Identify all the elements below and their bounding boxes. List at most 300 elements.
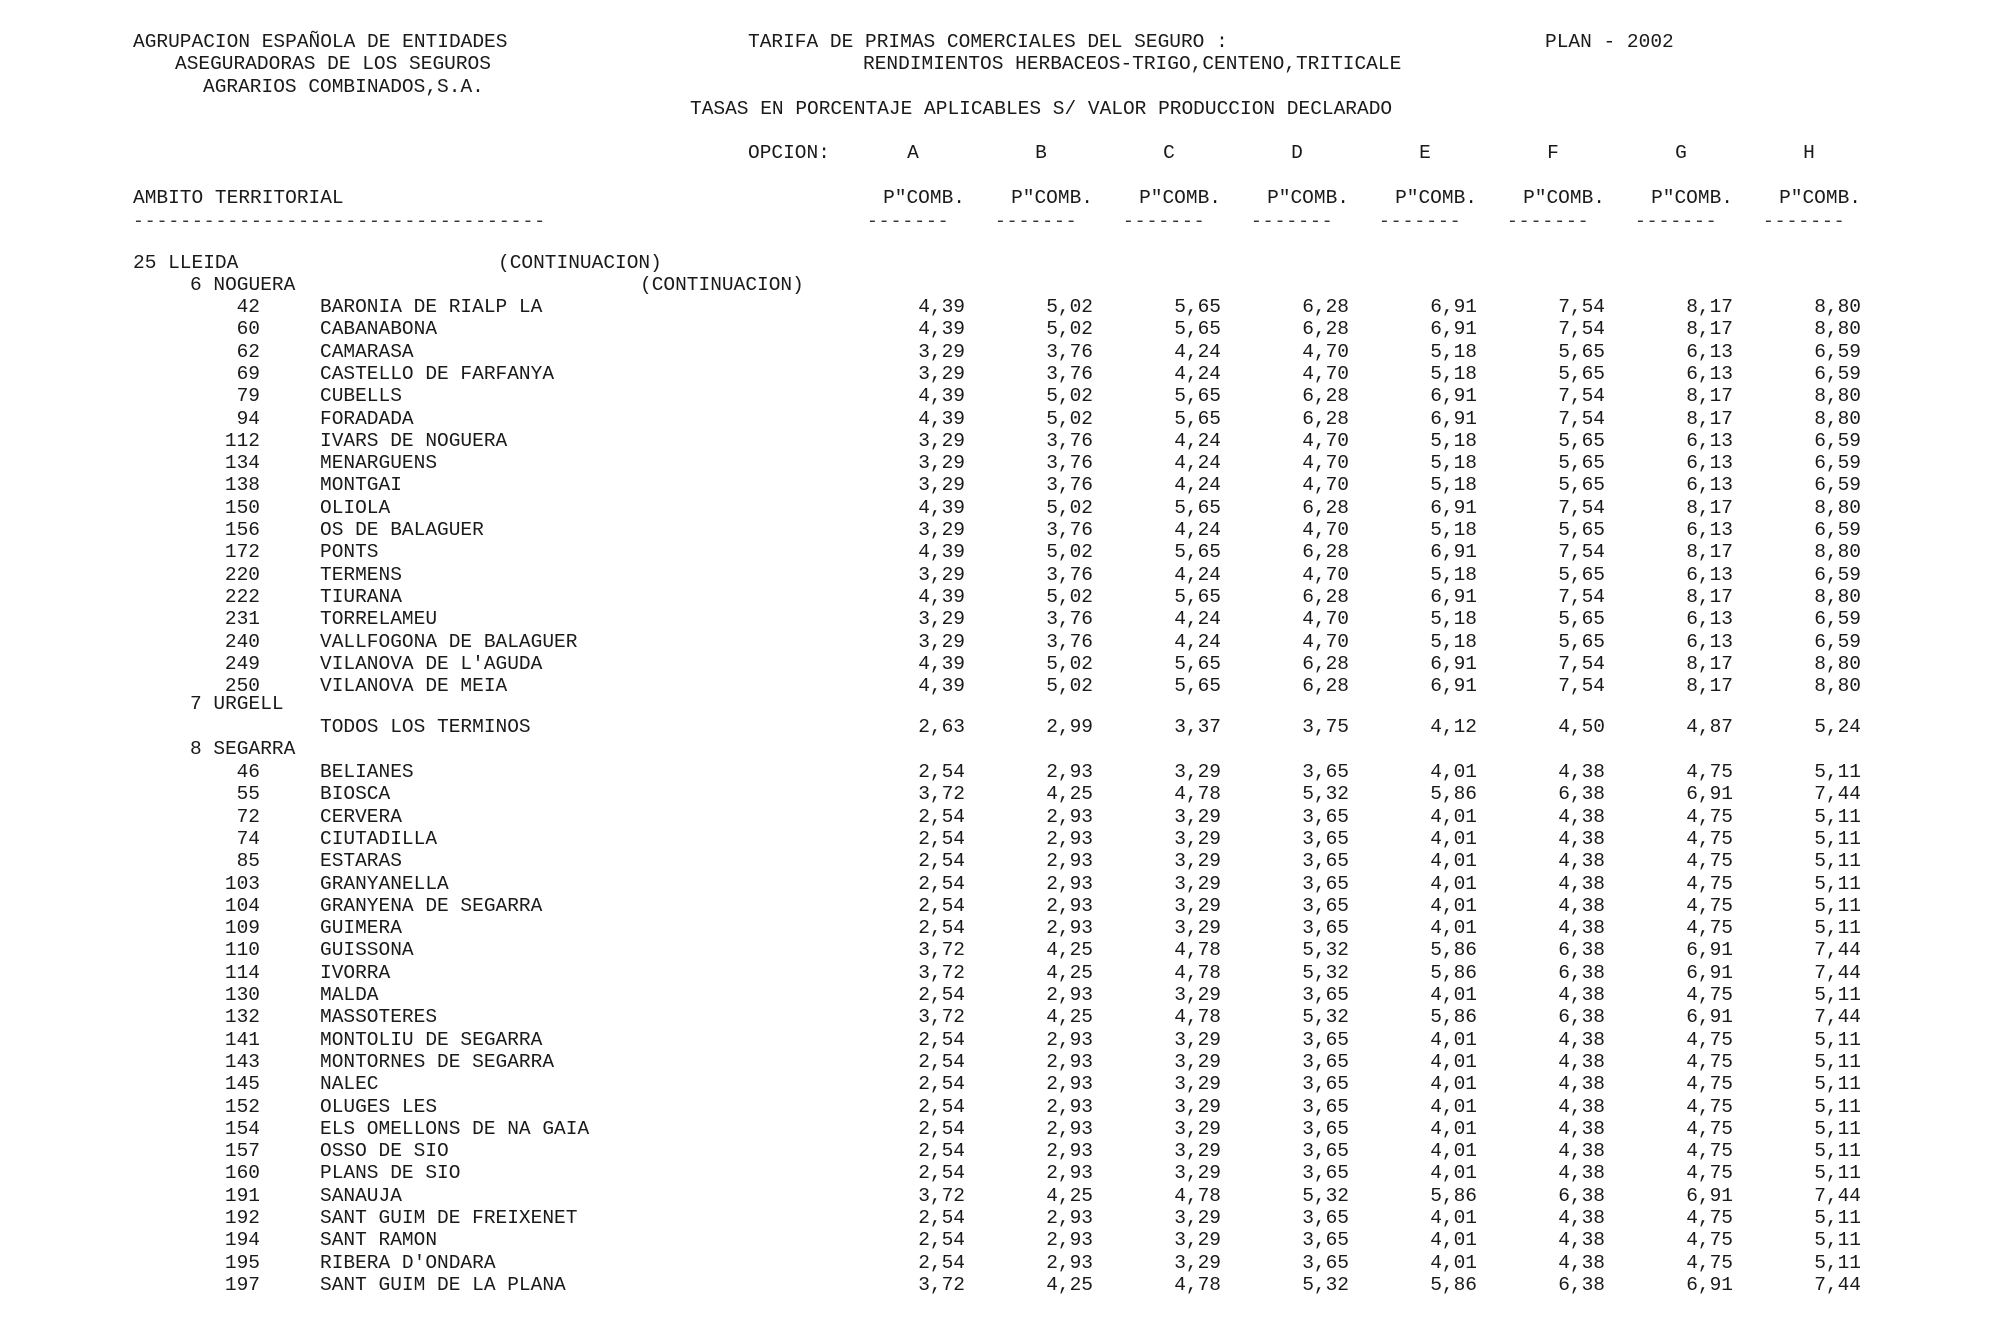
rate-c: 5,65 [1174, 296, 1221, 318]
option-label: OPCION: [748, 142, 830, 164]
rate-b: 5,02 [1046, 496, 1093, 519]
table-row [0, 873, 2000, 895]
rate-g: 6,13 [1686, 563, 1733, 586]
plan-label: PLAN - 2002 [1545, 31, 1674, 53]
rate-d: 3,65 [1302, 1117, 1349, 1140]
rate-e: 5,86 [1430, 1184, 1477, 1207]
rate-g: 4,75 [1686, 1050, 1733, 1073]
rate-f: 6,38 [1558, 1273, 1605, 1296]
municipality-code: 114 [224, 961, 260, 984]
municipality-name: GRANYANELLA [320, 872, 449, 895]
rate-b: 2,93 [1046, 1095, 1093, 1118]
rate-a: 2,54 [918, 1117, 965, 1140]
rate-d: 3,65 [1302, 1140, 1349, 1163]
rate-e: 4,12 [1430, 716, 1477, 738]
table-row [0, 895, 2000, 917]
rate-b: 2,93 [1046, 1140, 1093, 1163]
rate-e: 5,18 [1430, 340, 1477, 363]
rate-a: 2,54 [918, 1073, 965, 1096]
municipality-name: FORADADA [320, 407, 414, 430]
rate-h: 8,80 [1814, 541, 1861, 564]
table-row [0, 939, 2000, 961]
org-name-line1: AGRUPACION ESPAÑOLA DE ENTIDADES [133, 31, 508, 53]
table-row [0, 917, 2000, 939]
rate-d: 6,28 [1302, 675, 1349, 698]
rate-h: 6,59 [1814, 452, 1861, 475]
rate-g: 6,91 [1686, 1273, 1733, 1296]
municipality-code: 157 [224, 1140, 260, 1163]
rate-a: 3,72 [918, 783, 965, 806]
table-row [0, 1051, 2000, 1073]
municipality-code: 145 [224, 1073, 260, 1096]
rate-f: 5,65 [1558, 563, 1605, 586]
municipality-name: IVORRA [320, 961, 391, 984]
rate-h: 5,11 [1814, 894, 1861, 917]
rate-g: 4,75 [1686, 827, 1733, 850]
municipality-name: OS DE BALAGUER [320, 519, 484, 541]
rate-h: 5,11 [1814, 850, 1861, 873]
rate-g: 4,75 [1686, 1073, 1733, 1096]
municipality-code: 250 [224, 675, 260, 698]
table-row [0, 1006, 2000, 1028]
comb-header-e: P"COMB. [1395, 187, 1477, 209]
table-row [0, 474, 2000, 496]
rate-g: 4,87 [1686, 716, 1733, 738]
rate-b: 2,93 [1046, 1117, 1093, 1140]
rate-g: 8,17 [1686, 385, 1733, 408]
rate-f: 4,38 [1558, 1229, 1605, 1252]
rate-h: 5,11 [1814, 1140, 1861, 1163]
rate-a: 2,54 [918, 1251, 965, 1274]
municipality-code: 94 [236, 407, 260, 430]
rate-g: 8,17 [1686, 296, 1733, 318]
municipality-code: 222 [224, 585, 260, 608]
municipality-code: 194 [224, 1229, 260, 1252]
rate-h: 8,80 [1814, 296, 1861, 318]
rate-d: 3,65 [1302, 761, 1349, 783]
comb-underline-a: ------- [867, 212, 950, 232]
rate-f: 6,38 [1558, 939, 1605, 962]
rate-g: 6,13 [1686, 608, 1733, 631]
rate-c: 3,29 [1174, 1207, 1221, 1229]
rate-h: 5,11 [1814, 1229, 1861, 1252]
rate-a: 4,39 [918, 385, 965, 408]
rate-h: 7,44 [1814, 1184, 1861, 1207]
table-row [0, 653, 2000, 675]
table-row [0, 519, 2000, 541]
rate-d: 3,65 [1302, 805, 1349, 828]
rate-f: 5,65 [1558, 362, 1605, 385]
table-row [0, 783, 2000, 805]
rate-h: 8,80 [1814, 318, 1861, 341]
rate-f: 6,38 [1558, 961, 1605, 984]
rate-a: 4,39 [918, 541, 965, 564]
rate-d: 6,28 [1302, 296, 1349, 318]
rate-h: 5,11 [1814, 872, 1861, 895]
rate-f: 4,38 [1558, 850, 1605, 873]
rate-g: 4,75 [1686, 1229, 1733, 1252]
rate-g: 6,13 [1686, 340, 1733, 363]
rate-f: 4,50 [1558, 716, 1605, 738]
municipality-name: PONTS [320, 541, 379, 564]
municipality-name: VILANOVA DE L'AGUDA [320, 652, 543, 675]
rate-c: 5,65 [1174, 652, 1221, 675]
rate-e: 4,01 [1430, 1251, 1477, 1274]
rate-d: 3,65 [1302, 1073, 1349, 1096]
org-name-line3: AGRARIOS COMBINADOS,S.A. [203, 76, 484, 98]
rate-g: 4,75 [1686, 894, 1733, 917]
rate-h: 5,11 [1814, 1251, 1861, 1274]
rate-e: 4,01 [1430, 984, 1477, 1006]
option-letter-h: H [1803, 142, 1815, 164]
rate-a: 3,29 [918, 630, 965, 653]
rate-d: 6,28 [1302, 318, 1349, 341]
municipality-code: 138 [224, 474, 260, 497]
rate-g: 4,75 [1686, 1207, 1733, 1229]
table-row [0, 608, 2000, 630]
rate-b: 3,76 [1046, 362, 1093, 385]
rate-e: 4,01 [1430, 1117, 1477, 1140]
rate-g: 6,13 [1686, 474, 1733, 497]
municipality-name: SANAUJA [320, 1184, 402, 1207]
rate-f: 4,38 [1558, 1117, 1605, 1140]
rate-a: 3,72 [918, 961, 965, 984]
rate-f: 6,38 [1558, 783, 1605, 806]
option-letter-e: E [1419, 142, 1431, 164]
rate-a: 2,54 [918, 850, 965, 873]
rate-f: 7,54 [1558, 585, 1605, 608]
rate-a: 2,63 [918, 716, 965, 738]
rate-a: 4,39 [918, 675, 965, 698]
rate-d: 4,70 [1302, 452, 1349, 475]
rate-e: 4,01 [1430, 850, 1477, 873]
rate-g: 4,75 [1686, 805, 1733, 828]
municipality-code: 154 [224, 1117, 260, 1140]
municipality-code: 152 [224, 1095, 260, 1118]
rate-a: 2,54 [918, 984, 965, 1006]
table-row [0, 497, 2000, 519]
rate-d: 3,65 [1302, 1229, 1349, 1252]
rate-h: 5,11 [1814, 1117, 1861, 1140]
rate-f: 5,65 [1558, 474, 1605, 497]
table-row [0, 1229, 2000, 1251]
table-row [0, 1185, 2000, 1207]
municipality-code: 160 [224, 1162, 260, 1185]
rate-h: 5,11 [1814, 1162, 1861, 1185]
rate-c: 4,24 [1174, 474, 1221, 497]
rate-e: 4,01 [1430, 827, 1477, 850]
rate-c: 5,65 [1174, 675, 1221, 698]
rate-g: 4,75 [1686, 761, 1733, 783]
municipality-name: OLUGES LES [320, 1095, 438, 1118]
municipality-name: VALLFOGONA DE BALAGUER [320, 630, 578, 653]
municipality-code: 110 [224, 939, 260, 962]
province-label: 25 LLEIDA [133, 252, 239, 274]
rate-a: 4,39 [918, 496, 965, 519]
municipality-name: OSSO DE SIO [320, 1140, 449, 1163]
rate-d: 6,28 [1302, 585, 1349, 608]
rate-c: 3,29 [1174, 1251, 1221, 1274]
rate-b: 2,93 [1046, 761, 1093, 783]
province-continuation: (CONTINUACION) [498, 252, 662, 274]
rate-h: 8,80 [1814, 675, 1861, 698]
municipality-code: 109 [224, 917, 260, 940]
rate-f: 4,38 [1558, 805, 1605, 828]
rate-d: 6,28 [1302, 407, 1349, 430]
rate-a: 2,54 [918, 761, 965, 783]
rate-f: 4,38 [1558, 1251, 1605, 1274]
table-row [0, 806, 2000, 828]
rate-c: 4,78 [1174, 783, 1221, 806]
rate-d: 3,65 [1302, 850, 1349, 873]
org-name-line2: ASEGURADORAS DE LOS SEGUROS [175, 53, 491, 75]
ambito-underline: ----------------------------------- [133, 212, 547, 232]
rate-e: 4,01 [1430, 872, 1477, 895]
rate-a: 2,54 [918, 1162, 965, 1185]
option-letter-a: A [907, 142, 919, 164]
municipality-name: CAMARASA [320, 340, 414, 363]
ambito-header: AMBITO TERRITORIAL [133, 187, 344, 209]
municipality-name: CERVERA [320, 805, 402, 828]
rate-d: 4,70 [1302, 563, 1349, 586]
municipality-name: SANT RAMON [320, 1229, 438, 1252]
rate-d: 4,70 [1302, 340, 1349, 363]
rate-a: 4,39 [918, 318, 965, 341]
rate-f: 4,38 [1558, 1050, 1605, 1073]
rate-d: 6,28 [1302, 541, 1349, 564]
rate-c: 5,65 [1174, 318, 1221, 341]
rate-g: 8,17 [1686, 496, 1733, 519]
table-row [0, 296, 2000, 318]
rate-e: 6,91 [1430, 541, 1477, 564]
rate-b: 4,25 [1046, 783, 1093, 806]
rate-c: 3,29 [1174, 984, 1221, 1006]
rate-b: 2,93 [1046, 1229, 1093, 1252]
municipality-name: MONTORNES DE SEGARRA [320, 1050, 555, 1073]
comb-header-g: P"COMB. [1651, 187, 1733, 209]
municipality-name: MONTGAI [320, 474, 402, 497]
rate-a: 4,39 [918, 296, 965, 318]
municipality-code: 104 [224, 894, 260, 917]
option-letter-b: B [1035, 142, 1047, 164]
municipality-code: 220 [224, 563, 260, 586]
rate-b: 2,93 [1046, 917, 1093, 940]
table-row [0, 430, 2000, 452]
rate-b: 5,02 [1046, 541, 1093, 564]
municipality-name: PLANS DE SIO [320, 1162, 461, 1185]
rate-e: 6,91 [1430, 496, 1477, 519]
rate-g: 8,17 [1686, 675, 1733, 698]
rate-h: 8,80 [1814, 407, 1861, 430]
rate-e: 6,91 [1430, 296, 1477, 318]
municipality-code: 172 [224, 541, 260, 564]
rate-b: 3,76 [1046, 630, 1093, 653]
rate-h: 7,44 [1814, 961, 1861, 984]
rate-g: 4,75 [1686, 872, 1733, 895]
rate-g: 4,75 [1686, 1251, 1733, 1274]
rate-g: 6,13 [1686, 362, 1733, 385]
municipality-name: GUISSONA [320, 939, 414, 962]
municipality-name: IVARS DE NOGUERA [320, 429, 508, 452]
rate-d: 4,70 [1302, 630, 1349, 653]
rate-b: 4,25 [1046, 1184, 1093, 1207]
rate-g: 4,75 [1686, 1028, 1733, 1051]
rate-c: 4,24 [1174, 608, 1221, 631]
rate-d: 4,70 [1302, 519, 1349, 541]
rate-b: 2,93 [1046, 805, 1093, 828]
rate-g: 6,91 [1686, 783, 1733, 806]
rate-f: 4,38 [1558, 761, 1605, 783]
rate-g: 4,75 [1686, 850, 1733, 873]
rate-d: 3,65 [1302, 1251, 1349, 1274]
rate-b: 2,93 [1046, 827, 1093, 850]
rate-h: 5,11 [1814, 761, 1861, 783]
rate-a: 3,29 [918, 563, 965, 586]
rate-c: 3,29 [1174, 805, 1221, 828]
rate-d: 3,65 [1302, 827, 1349, 850]
rate-d: 5,32 [1302, 961, 1349, 984]
comarca-noguera-continuation: (CONTINUACION) [640, 274, 804, 296]
rate-c: 4,24 [1174, 340, 1221, 363]
rate-c: 4,78 [1174, 939, 1221, 962]
municipality-code: 150 [224, 496, 260, 519]
comb-header-h: P"COMB. [1779, 187, 1861, 209]
rate-a: 4,39 [918, 652, 965, 675]
rate-h: 6,59 [1814, 340, 1861, 363]
municipality-code: 85 [236, 850, 260, 873]
rate-d: 6,28 [1302, 652, 1349, 675]
rate-a: 2,54 [918, 1207, 965, 1229]
rate-f: 7,54 [1558, 318, 1605, 341]
municipality-code: 42 [236, 296, 260, 318]
rate-d: 3,65 [1302, 872, 1349, 895]
municipality-name: NALEC [320, 1073, 379, 1096]
rate-b: 2,93 [1046, 872, 1093, 895]
rate-f: 4,38 [1558, 917, 1605, 940]
table-row [0, 828, 2000, 850]
rate-e: 5,86 [1430, 1273, 1477, 1296]
table-row [0, 1207, 2000, 1229]
rate-g: 6,13 [1686, 429, 1733, 452]
rate-a: 2,54 [918, 872, 965, 895]
rate-b: 2,93 [1046, 1073, 1093, 1096]
rate-b: 5,02 [1046, 296, 1093, 318]
rate-f: 7,54 [1558, 407, 1605, 430]
province-row [0, 252, 2000, 274]
rate-f: 4,38 [1558, 1207, 1605, 1229]
rate-b: 2,93 [1046, 1050, 1093, 1073]
rate-b: 2,93 [1046, 1251, 1093, 1274]
municipality-code: 231 [224, 608, 260, 631]
rate-c: 4,78 [1174, 1006, 1221, 1029]
rate-h: 7,44 [1814, 783, 1861, 806]
rate-f: 7,54 [1558, 385, 1605, 408]
rate-a: 3,29 [918, 474, 965, 497]
rate-e: 6,91 [1430, 407, 1477, 430]
rate-b: 3,76 [1046, 563, 1093, 586]
rate-h: 8,80 [1814, 585, 1861, 608]
rate-a: 3,29 [918, 429, 965, 452]
rate-c: 5,65 [1174, 407, 1221, 430]
rate-b: 4,25 [1046, 1006, 1093, 1029]
rate-b: 3,76 [1046, 340, 1093, 363]
rate-d: 5,32 [1302, 783, 1349, 806]
rate-d: 5,32 [1302, 1273, 1349, 1296]
rate-a: 3,29 [918, 608, 965, 631]
rate-h: 5,24 [1814, 716, 1861, 738]
rate-c: 5,65 [1174, 385, 1221, 408]
rate-c: 4,24 [1174, 519, 1221, 541]
rate-a: 3,72 [918, 1273, 965, 1296]
tariff-title: TARIFA DE PRIMAS COMERCIALES DEL SEGURO : [748, 31, 1228, 53]
municipality-code: 192 [224, 1207, 260, 1229]
table-row [0, 1029, 2000, 1051]
municipality-code: 130 [224, 984, 260, 1006]
rate-e: 4,01 [1430, 894, 1477, 917]
tariff-subtitle: RENDIMIENTOS HERBACEOS-TRIGO,CENTENO,TRITICALE [863, 53, 1402, 75]
rate-a: 2,54 [918, 1229, 965, 1252]
rate-f: 5,65 [1558, 452, 1605, 475]
rate-f: 4,38 [1558, 1140, 1605, 1163]
rate-b: 5,02 [1046, 318, 1093, 341]
municipality-name: ELS OMELLONS DE NA GAIA [320, 1117, 590, 1140]
rate-c: 4,24 [1174, 362, 1221, 385]
municipality-name: TIURANA [320, 585, 402, 608]
municipality-code: 132 [224, 1006, 260, 1029]
rate-h: 8,80 [1814, 496, 1861, 519]
municipality-code: 249 [224, 652, 260, 675]
rate-g: 4,75 [1686, 984, 1733, 1006]
municipality-name: TORRELAMEU [320, 608, 438, 631]
municipality-name: RIBERA D'ONDARA [320, 1251, 496, 1274]
municipality-code: 69 [236, 362, 260, 385]
comb-header-a: P"COMB. [883, 187, 965, 209]
rate-f: 7,54 [1558, 496, 1605, 519]
rate-b: 2,93 [1046, 1207, 1093, 1229]
rate-f: 5,65 [1558, 608, 1605, 631]
rate-b: 4,25 [1046, 939, 1093, 962]
municipality-name: ESTARAS [320, 850, 402, 873]
rate-f: 4,38 [1558, 894, 1605, 917]
rate-d: 4,70 [1302, 362, 1349, 385]
rate-a: 3,29 [918, 340, 965, 363]
rate-b: 4,25 [1046, 1273, 1093, 1296]
rate-f: 5,65 [1558, 519, 1605, 541]
municipality-code: 60 [236, 318, 260, 341]
rate-e: 6,91 [1430, 675, 1477, 698]
rate-e: 5,18 [1430, 474, 1477, 497]
rate-h: 5,11 [1814, 1095, 1861, 1118]
municipality-name: SANT GUIM DE LA PLANA [320, 1273, 566, 1296]
rate-b: 2,93 [1046, 850, 1093, 873]
rate-b: 2,93 [1046, 984, 1093, 1006]
rate-e: 5,18 [1430, 452, 1477, 475]
comb-underline-d: ------- [1251, 212, 1334, 232]
rate-h: 6,59 [1814, 474, 1861, 497]
rate-f: 4,38 [1558, 827, 1605, 850]
municipality-name: BELIANES [320, 761, 414, 783]
municipality-name: VILANOVA DE MEIA [320, 675, 508, 698]
rate-c: 5,65 [1174, 541, 1221, 564]
rate-d: 5,32 [1302, 939, 1349, 962]
table-row [0, 1140, 2000, 1162]
rate-c: 4,24 [1174, 452, 1221, 475]
rate-c: 4,78 [1174, 961, 1221, 984]
rate-d: 4,70 [1302, 608, 1349, 631]
rate-b: 3,76 [1046, 608, 1093, 631]
table-row [0, 452, 2000, 474]
rate-c: 4,24 [1174, 429, 1221, 452]
